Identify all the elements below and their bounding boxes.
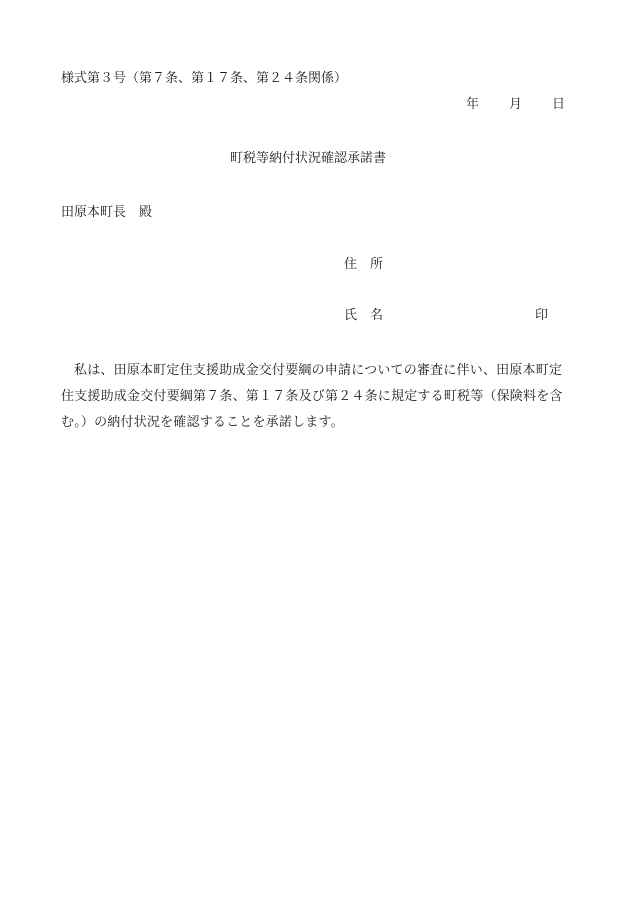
- year-label: 年: [466, 97, 480, 112]
- addressee: 田原本町長 殿: [61, 205, 153, 220]
- seal-label: 印: [535, 308, 549, 323]
- month-label: 月: [509, 97, 523, 112]
- name-label: 氏 名: [344, 308, 384, 323]
- day-label: 日: [552, 97, 566, 112]
- form-number: 様式第３号（第７条、第１７条、第２４条関係）: [61, 71, 348, 86]
- address-label: 住 所: [344, 257, 384, 272]
- date-row: [466, 97, 565, 113]
- document-title: 町税等納付状況確認承諾書: [230, 151, 387, 166]
- consent-body-text: 私は、田原本町定住支援助成金交付要綱の申請についての審査に伴い、田原本町定住支援助成金交付要綱第７条、第１７条及び第２４条に規定する町税等（保険料を含む。）の納付状況を確認することを承諾します。: [61, 363, 563, 430]
